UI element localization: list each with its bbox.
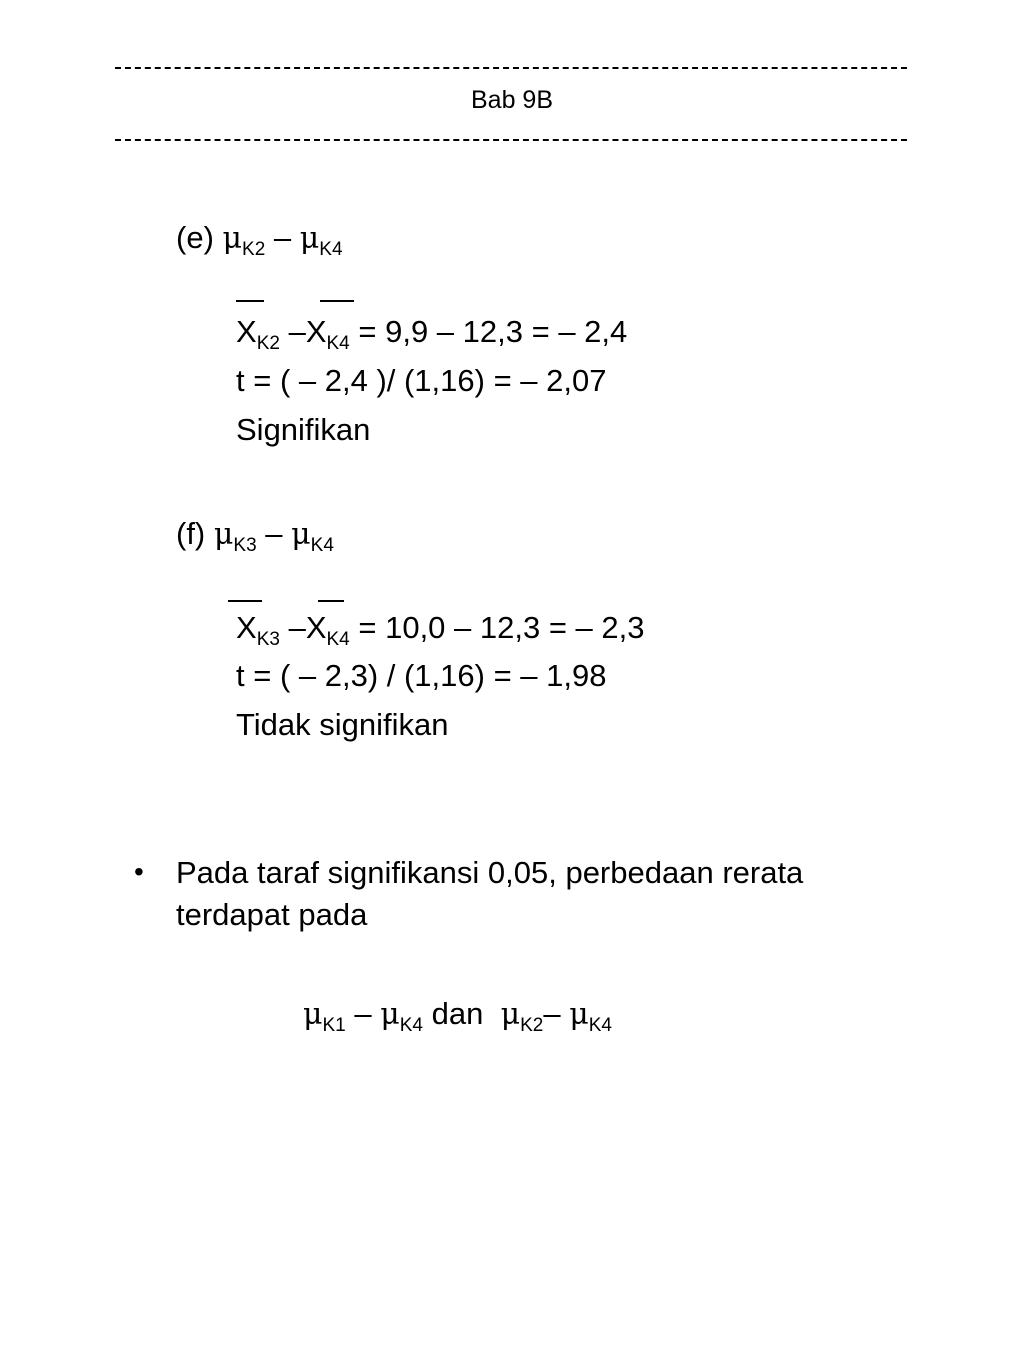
conjunction: dan — [431, 996, 484, 1031]
page-title: Bab 9B — [470, 86, 553, 114]
subscript: K2 — [256, 333, 280, 354]
minus-sign: – — [543, 996, 561, 1031]
header-rule-top — [115, 67, 907, 71]
section-e-heading — [176, 220, 343, 261]
section-f-result: Tidak signifikan — [236, 707, 449, 742]
mu-symbol: μ — [291, 517, 311, 552]
subscript: K1 — [322, 1015, 346, 1036]
minus-sign: – — [273, 220, 292, 255]
minus-sign: – — [288, 610, 306, 645]
subscript: K4 — [310, 535, 334, 556]
mu-symbol: μ — [569, 997, 589, 1032]
subscript: K4 — [588, 1015, 612, 1036]
conclusion-formula — [303, 996, 612, 1037]
subscript: K4 — [326, 629, 350, 650]
conclusion-line-2: terdapat pada — [176, 897, 368, 932]
section-f-mean-difference — [236, 610, 645, 651]
section-e-mean-difference — [236, 314, 627, 355]
subscript: K2 — [520, 1015, 544, 1036]
x-bar-symbol: X — [305, 610, 327, 645]
overbar — [318, 600, 344, 602]
subscript: K3 — [256, 629, 280, 650]
x-bar-symbol: X — [305, 314, 327, 349]
section-f-label: (f) — [176, 516, 206, 551]
header-rule-bottom — [115, 139, 907, 143]
subscript: K2 — [242, 239, 266, 260]
minus-sign: – — [354, 996, 372, 1031]
bullet-point: • — [134, 856, 144, 887]
section-f-t-statistic: t = ( – 2,3) / (1,16) = – 1,98 — [236, 658, 607, 693]
mu-symbol: μ — [380, 997, 400, 1032]
subscript: K4 — [399, 1015, 423, 1036]
section-e-t-statistic: t = ( – 2,4 )/ (1,16) = – 2,07 — [236, 363, 607, 398]
x-bar-symbol: X — [236, 314, 257, 349]
overbar — [236, 300, 264, 302]
section-f-heading — [176, 516, 334, 557]
subscript: K4 — [326, 333, 350, 354]
minus-sign: – — [288, 314, 306, 349]
conclusion-line-1: Pada taraf signifikansi 0,05, perbedaan rerata — [176, 855, 804, 890]
section-e-label: (e) — [176, 220, 214, 255]
overbar — [228, 600, 262, 602]
overbar — [320, 300, 354, 302]
subscript: K3 — [233, 535, 257, 556]
equation-rest: = 9,9 – 12,3 = – 2,4 — [358, 314, 628, 349]
x-bar-symbol: X — [236, 610, 257, 645]
mu-symbol: μ — [222, 221, 243, 256]
subscript: K4 — [319, 239, 343, 260]
mu-symbol: μ — [303, 997, 323, 1032]
mu-symbol: μ — [299, 221, 320, 256]
minus-sign: – — [265, 516, 283, 551]
equation-rest: = 10,0 – 12,3 = – 2,3 — [358, 610, 645, 645]
mu-symbol: μ — [500, 997, 521, 1032]
mu-symbol: μ — [213, 517, 234, 552]
section-e-result: Signifikan — [236, 412, 371, 447]
